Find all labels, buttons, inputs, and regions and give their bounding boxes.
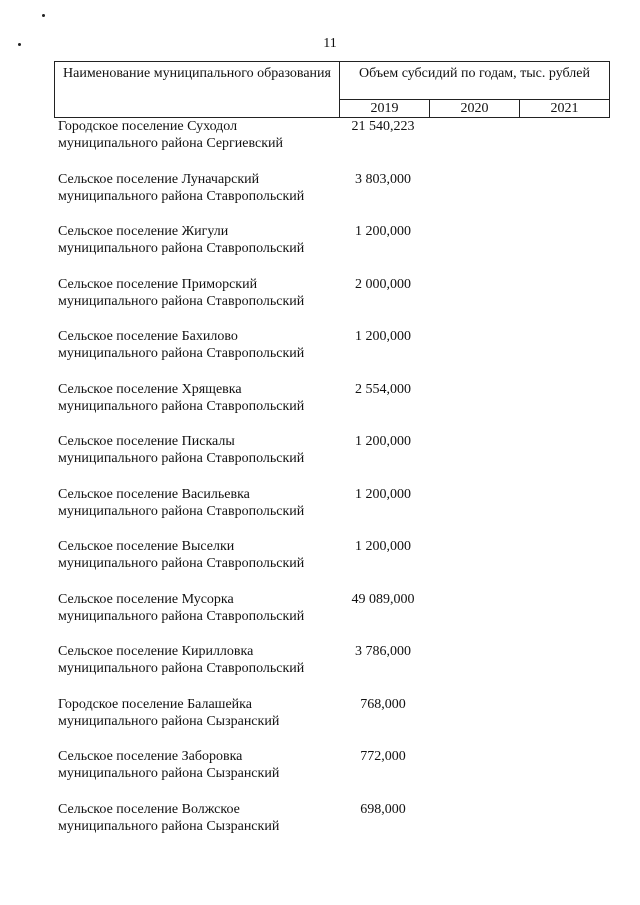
row-value-2019: 1 200,000 <box>355 224 411 239</box>
row-value-2019: 2 000,000 <box>355 276 411 292</box>
row-name-line2: муниципального района Сызранский <box>58 766 280 781</box>
table-row <box>0 381 640 433</box>
column-header-year-2019: 2019 <box>340 100 430 117</box>
table-row <box>0 591 640 643</box>
table-row <box>0 801 640 853</box>
row-name <box>58 433 348 467</box>
table-row <box>0 748 640 800</box>
row-name-line1: Сельское поселение Луначарский <box>58 171 260 187</box>
row-name <box>58 486 348 520</box>
row-name-line1: Сельское поселение Пискалы <box>58 434 235 449</box>
row-name <box>58 591 348 625</box>
row-name-line2: муниципального района Ставропольский <box>58 188 305 204</box>
row-name-line1: Сельское поселение Кирилловка <box>58 644 254 659</box>
row-name <box>58 328 348 362</box>
row-name <box>58 801 348 835</box>
table-header <box>54 61 610 118</box>
row-name-line2: муниципального района Ставропольский <box>58 556 305 571</box>
row-value-2019: 2 554,000 <box>355 381 411 397</box>
row-name-line1: Городское поселение Балашейка <box>58 696 252 712</box>
row-name-line2: муниципального района Ставропольский <box>58 293 305 309</box>
table-row <box>0 118 640 170</box>
row-name-line2: муниципального района Сызранский <box>58 713 280 729</box>
scan-speck <box>42 14 45 17</box>
row-name-line2: муниципального района Ставропольский <box>58 451 305 466</box>
row-name-line2: муниципального района Ставропольский <box>58 608 305 624</box>
row-name-line1: Сельское поселение Хрящевка <box>58 381 242 397</box>
row-name-line2: муниципального района Ставропольский <box>58 241 305 256</box>
table-row <box>0 486 640 538</box>
row-value-2019: 49 089,000 <box>351 591 415 607</box>
row-name <box>58 118 348 152</box>
row-name-line2: муниципального района Ставропольский <box>58 661 305 676</box>
row-name <box>58 276 348 310</box>
table-row <box>0 696 640 748</box>
row-value-2019: 3 803,000 <box>355 171 411 187</box>
row-name <box>58 381 348 415</box>
table-row <box>0 223 640 275</box>
table-row <box>0 433 640 485</box>
row-name <box>58 171 348 205</box>
row-name-line2: муниципального района Ставропольский <box>58 398 305 414</box>
row-name-line2: муниципального района Сергиевский <box>58 136 284 151</box>
row-name <box>58 643 348 677</box>
row-name-line1: Сельское поселение Волжское <box>58 801 240 817</box>
row-name-line1: Городское поселение Суходол <box>58 119 238 134</box>
row-name <box>58 538 348 572</box>
row-value-2019: 768,000 <box>360 696 406 712</box>
column-header-year-2021: 2021 <box>550 101 579 116</box>
row-name-line1: Сельское поселение Жигули <box>58 224 229 239</box>
column-header-name: Наименование муниципального образования <box>55 62 340 117</box>
row-name <box>58 223 348 257</box>
row-name-line1: Сельское поселение Выселки <box>58 539 235 554</box>
page-number: 11 <box>323 36 337 51</box>
row-value-2019: 1 200,000 <box>355 329 411 344</box>
column-header-year-2020: 2020 <box>430 100 520 117</box>
row-value-2019: 1 200,000 <box>355 434 411 449</box>
table-row <box>0 328 640 380</box>
row-name-line1: Сельское поселение Мусорка <box>58 591 234 607</box>
row-name <box>58 696 348 730</box>
row-value-2019: 3 786,000 <box>355 644 411 659</box>
table-row <box>0 643 640 695</box>
column-header-subsidy: Объем субсидий по годам, тыс. рублей <box>340 62 609 100</box>
row-name <box>58 748 348 782</box>
table-row <box>0 276 640 328</box>
row-value-2019: 698,000 <box>360 801 406 817</box>
table-row <box>0 538 640 590</box>
row-value-2019: 21 540,223 <box>351 119 415 134</box>
row-name-line2: муниципального района Ставропольский <box>58 346 305 361</box>
row-name-line1: Сельское поселение Васильевка <box>58 486 250 502</box>
row-name-line1: Сельское поселение Заборовка <box>58 749 243 764</box>
row-name-line2: муниципального района Сызранский <box>58 818 280 834</box>
row-value-2019: 1 200,000 <box>355 539 411 554</box>
table-row <box>0 171 640 223</box>
row-name-line1: Сельское поселение Приморский <box>58 276 258 292</box>
row-name-line1: Сельское поселение Бахилово <box>58 329 238 344</box>
row-name-line2: муниципального района Ставропольский <box>58 503 305 519</box>
row-value-2019: 772,000 <box>360 749 406 764</box>
row-value-2019: 1 200,000 <box>355 486 411 502</box>
